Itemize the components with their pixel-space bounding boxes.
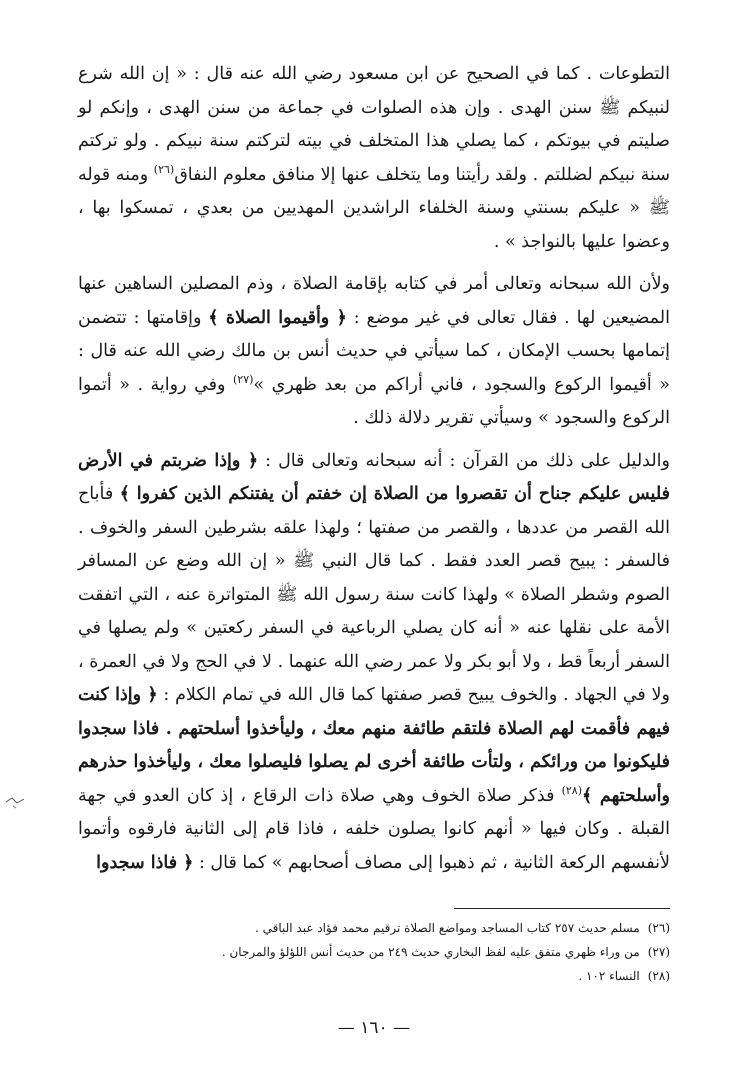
quran-verse-2: ﴿ وإذا ضربتم في الأرض فليس عليكم جناح أن تقصروا من الصلاة إن خفتم أن يفتنكم الذين كفروا ﴾ — [78, 450, 670, 504]
paragraph-2-text-a: ولأن الله سبحانه وتعالى أمر في كتابه بإقامة الصلاة ، وذم المصلين الساهين عنها المضيعين لها . فقال تعالى في غير موضع : — [78, 274, 670, 328]
paragraph-2-text-c: وفي رواية . « أتموا الركوع والسجود » وسيأتي تقرير دلالة ذلك . — [78, 374, 670, 428]
paragraph-1-text-b: ومنه قوله ﷺ « عليكم بسنتي وسنة الخلفاء الراشدين المهديين من بعدي ، تمسكوا بها ، وعضوا عليها بالنواجذ » . — [78, 164, 670, 252]
footnote-number: (٢٦) — [647, 921, 670, 935]
footnotes — [78, 916, 670, 988]
quran-verse-3: ﴿ وإذا كنت فيهم فأقمت لهم الصلاة فلتقم طائفة منهم معك ، وليأخذوا أسلحتهم . فاذا سجدوا فليكونوا من ورائكم ، ولتأت طائفة أخرى لم يصلوا فليصلوا معك ، وليأخذوا حذرهم وأسلحتهم ﴾ — [78, 685, 670, 806]
paragraph-1-text-a: التطوعات . كما في الصحيح عن ابن مسعود رضي الله عنه قال : « إن الله شرع لنبيكم ﷺ سنن الهدى . وإن هذه الصلوات في جماعة من سنن الهدى ، وإنكم لو صليتم في بيوتكم ، كما يصلي هذا المتخلف في بيته لتركتم سنة نبيكم . ولو تركتم سنة نبيكم لضللتم . ولقد رأيتنا وما يتخلف عنها إلا منافق معلوم النفاق — [78, 64, 671, 185]
paragraph-3-text-a: والدليل على ذلك من القرآن : أنه سبحانه وتعالى قال : — [258, 450, 670, 471]
footnote-text: النساء ١٠٢ . — [578, 969, 640, 983]
footnote-text: مسلم حديث ٢٥٧ كتاب المساجد ومواضع الصلاة ترقيم محمد فؤاد عبد الباقي . — [254, 921, 640, 935]
footnote-ref-26[interactable]: (٢٦) — [153, 162, 175, 176]
footnote-ref-28[interactable]: (٢٨) — [561, 783, 583, 797]
book-page — [78, 58, 670, 1058]
paragraph-2 — [78, 268, 670, 436]
margin-mark-icon — [4, 790, 26, 810]
footnote-number: (٢٧) — [647, 945, 670, 959]
footnote-number: (٢٨) — [647, 969, 670, 983]
paragraph-1 — [78, 58, 670, 259]
footnote-26 — [78, 916, 670, 940]
quran-verse-1: ﴿ وأقيموا الصلاة ﴾ — [208, 307, 347, 328]
footnote-text: من وراء ظهري متفق عليه لفظ البخاري حديث ٢٤٩ من حديث أنس اللؤلؤ والمرجان . — [221, 945, 640, 959]
paragraph-2-text-b: وإقامتها : تتضمن إتمامها بحسب الإمكان ، كما سيأتي في حديث أنس بن مالك رضي الله عنه قال : « أقيموا الركوع والسجود ، فاني أراكم من بعد ظهري » — [78, 307, 670, 395]
footnote-divider — [454, 908, 670, 909]
paragraph-3-text-c: فذكر صلاة الخوف وهي صلاة ذات الرقاع ، إذ كان العدو في جهة القبلة . وكان فيها « أنهم كانوا يصلون خلفه ، فاذا قام إلى الثانية فارقوه وأتموا لأنفسهم الركعة الثانية ، ثم ذهبوا إلى مصاف أصحابهم » كما قال : — [78, 785, 670, 873]
paragraph-3 — [78, 445, 670, 881]
quran-verse-4: ﴿ فاذا سجدوا — [96, 852, 194, 873]
footnote-27 — [78, 940, 670, 964]
footnote-ref-27[interactable]: (٢٧) — [232, 372, 254, 386]
page-number: — ١٦٠ — — [337, 1018, 411, 1038]
footnote-28 — [78, 964, 670, 988]
paragraph-3-text-b: فأباح الله القصر من عددها ، والقصر من صفتها ؛ ولهذا علقه بشرطين السفر والخوف . فالسفر : يبيح قصر العدد فقط . كما قال النبي ﷺ « إن الله وضع عن المسافر الصوم وشطر الصلاة » ولهذا كانت سنة رسول الله ﷺ المتواترة عنه ، التي اتفقت الأمة على نقلها عنه « أنه كان يصلي الرباعية في السفر ركعتين » ولم يصلها في السفر أربعاً قط ، ولا أبو بكر ولا عمر رضي الله عنهما . لا في الحج ولا في العمرة ، ولا في الجهاد . والخوف يبيح قصر صفتها كما قال الله في تمام الكلام : — [78, 484, 670, 705]
